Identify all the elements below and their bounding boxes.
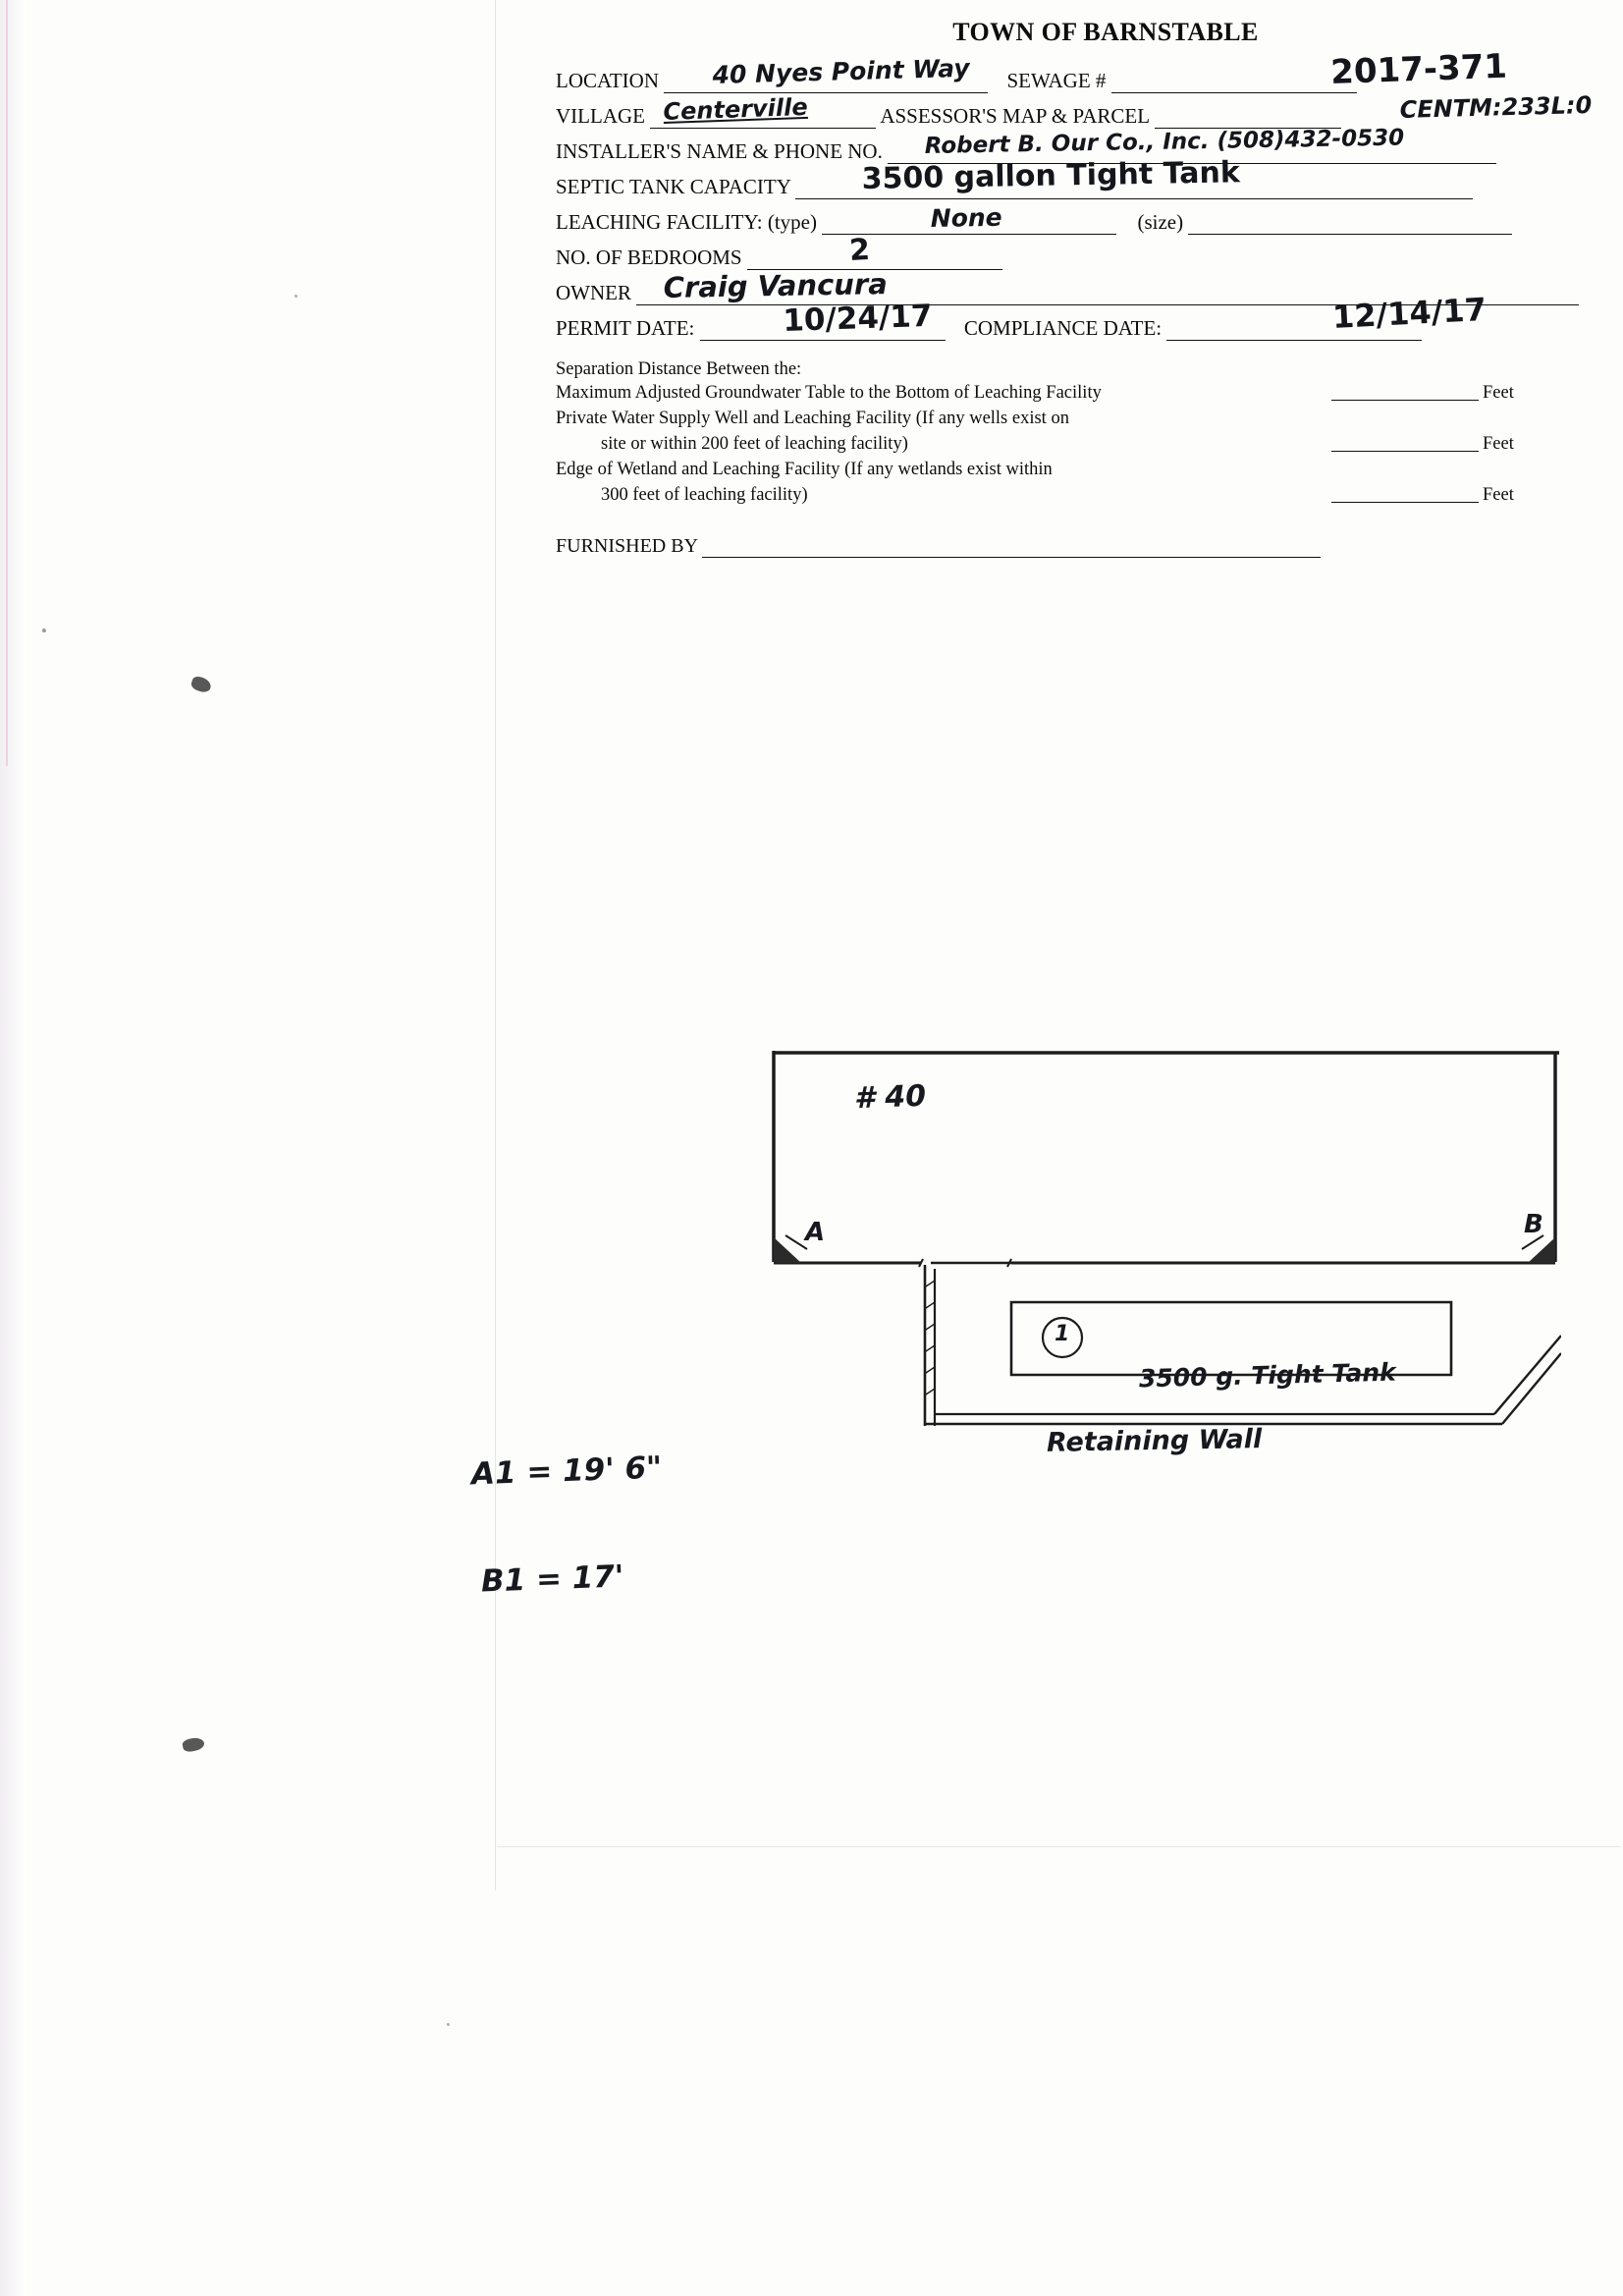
label-septic-capacity: SEPTIC TANK CAPACITY: [556, 175, 791, 198]
field-row-bedrooms: [556, 232, 1596, 270]
separation-line-5: [556, 482, 1596, 508]
field-row-installer: [556, 125, 1596, 164]
separation-heading-text: Separation Distance Between the:: [556, 359, 802, 379]
separation-line-3-text: site or within 200 feet of leaching facility): [601, 434, 908, 454]
scan-pink-streak: [6, 0, 8, 766]
sketch-drawing: [461, 1041, 1561, 1748]
sketch-tank-marker: 1: [1055, 1322, 1070, 1346]
furnished-by-row: [556, 535, 1596, 558]
separation-line-1-text: Maximum Adjusted Groundwater Table to the Bottom of Leaching Facility: [556, 383, 1102, 403]
label-installer: INSTALLER'S NAME & PHONE NO.: [556, 139, 883, 163]
separation-line-3: [556, 431, 1596, 457]
rule-furnished-by: [702, 536, 1321, 558]
label-bedrooms: NO. OF BEDROOMS: [556, 246, 742, 269]
separation-line-2: [556, 406, 1596, 431]
sketch-retaining-wall-label: Retaining Wall: [1046, 1424, 1263, 1458]
separation-line-2-text: Private Water Supply Well and Leaching Facility (If any wells exist on: [556, 409, 1069, 428]
value-bedrooms: 2: [848, 232, 871, 268]
label-village: VILLAGE: [556, 104, 645, 128]
field-row-septic-capacity: [556, 155, 1596, 199]
separation-line-3-rule: [1331, 433, 1479, 452]
separation-line-5-unit: Feet: [1483, 485, 1514, 505]
label-sewage-number: SEWAGE #: [1006, 69, 1107, 92]
site-sketch: [461, 1041, 1561, 1748]
separation-line-5-text: 300 feet of leaching facility): [601, 485, 808, 505]
page-title: TOWN OF BARNSTABLE: [952, 18, 1259, 46]
field-row-owner: [556, 267, 1596, 305]
rule-village: [650, 107, 876, 129]
separation-line-4-text: Edge of Wetland and Leaching Facility (If any wetlands exist within: [556, 460, 1053, 479]
value-septic-capacity: 3500 gallon Tight Tank: [861, 155, 1241, 196]
sketch-tank-label: 3500 g. Tight Tank: [1138, 1357, 1397, 1394]
sketch-measurement-a1: A1 = 19' 6": [470, 1449, 663, 1493]
separation-line-3-unit: Feet: [1483, 434, 1514, 454]
label-owner: OWNER: [556, 281, 631, 304]
label-furnished-by: FURNISHED BY: [556, 535, 698, 557]
sketch-house-number: # 40: [853, 1078, 927, 1117]
rule-leaching-size: [1188, 213, 1512, 235]
value-installer: Robert B. Our Co., Inc. (508)432-0530: [924, 125, 1405, 159]
scan-left-edge: [0, 0, 26, 2296]
label-location: LOCATION: [556, 69, 659, 92]
label-leaching-size: (size): [1137, 210, 1184, 234]
label-assessors-map-parcel: ASSESSOR'S MAP & PARCEL: [880, 104, 1150, 128]
permit-form: [556, 18, 1596, 558]
value-assessors-map-parcel: CENTM:233L:0: [1399, 90, 1593, 124]
sketch-point-b-label: B: [1524, 1210, 1543, 1239]
separation-line-1-unit: Feet: [1483, 383, 1514, 403]
value-location: 40 Nyes Point Way: [712, 53, 970, 89]
field-row-village: [556, 90, 1596, 129]
separation-line-1-rule: [1331, 382, 1479, 401]
value-leaching-type: None: [930, 202, 1002, 233]
value-compliance-date: 12/14/17: [1331, 290, 1488, 336]
separation-line-1: [556, 380, 1596, 406]
sketch-point-a-label: A: [805, 1218, 826, 1247]
rule-assessors-map-parcel: [1155, 107, 1341, 129]
separation-line-5-rule: [1331, 484, 1479, 503]
separation-line-4: [556, 457, 1596, 482]
rule-owner: [636, 284, 1579, 305]
rule-installer: [888, 142, 1496, 164]
value-owner: Craig Vancura: [663, 267, 889, 304]
rule-septic-capacity: [795, 178, 1473, 199]
label-compliance-date: COMPLIANCE DATE:: [963, 316, 1163, 340]
separation-distances: [556, 356, 1596, 508]
field-row-location: [556, 46, 1596, 93]
value-sewage-number: 2017-371: [1329, 46, 1508, 92]
value-permit-date: 10/24/17: [782, 298, 933, 339]
rule-permit-date: [700, 319, 946, 341]
separation-heading: [556, 356, 1596, 380]
rule-compliance-date: [1166, 319, 1422, 341]
label-leaching-facility: LEACHING FACILITY: (type): [556, 210, 817, 234]
scan-fold-line-horizontal: [497, 1846, 1621, 1847]
label-permit-date: PERMIT DATE:: [556, 316, 695, 340]
rule-location: [664, 72, 988, 93]
rule-sewage-number: [1111, 72, 1357, 93]
rule-bedrooms: [747, 248, 1002, 270]
sketch-measurement-b1: B1 = 17': [480, 1558, 624, 1600]
field-row-leaching-facility: [556, 202, 1596, 235]
rule-leaching-type: [822, 213, 1116, 235]
value-village: Centerville: [663, 92, 809, 126]
